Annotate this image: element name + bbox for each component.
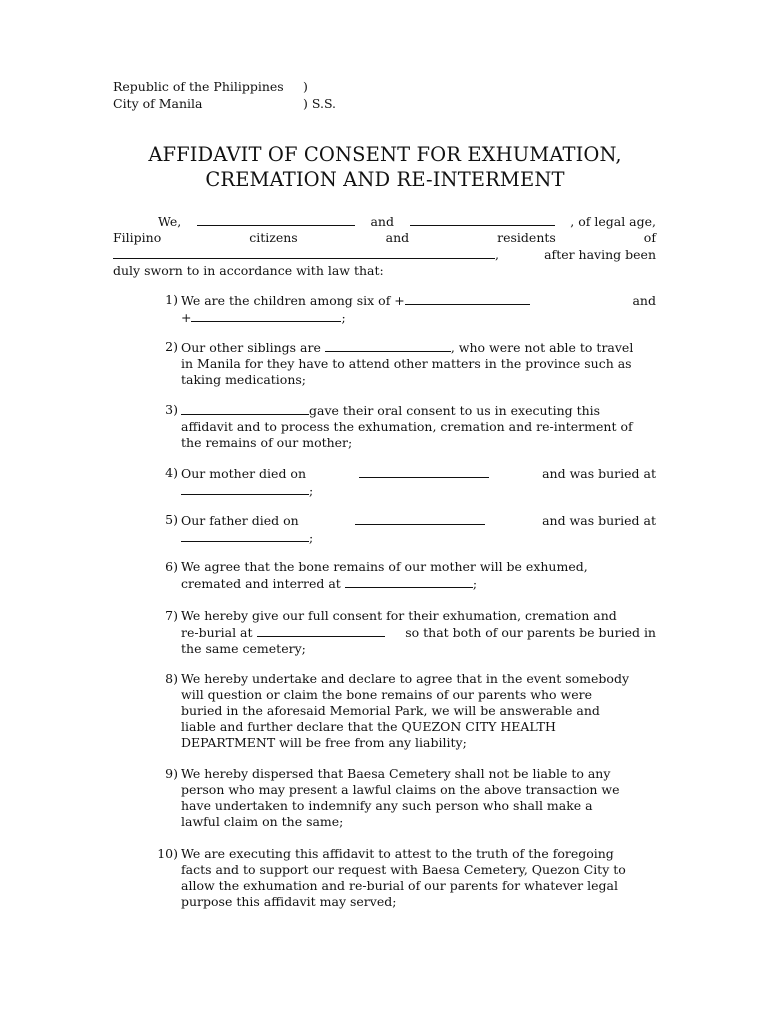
father-burial-place-blank[interactable] [181,529,309,542]
item-text: and was buried at [542,466,656,481]
item-line [181,465,656,482]
mother-death-date-blank[interactable] [359,465,489,478]
city-label: City of Manila [113,96,203,111]
item-text: liable and further declare that the QUEZON CITY HEALTH [181,719,556,734]
intro-line-4 [113,263,656,279]
declaration-item-8 [150,671,656,751]
declaration-item-1 [150,292,656,326]
item-line [181,529,656,546]
item-text: the remains of our mother; [181,435,353,450]
item-text: We hereby undertake and declare to agree that in the event somebody [181,671,630,686]
parent-2-name-blank[interactable] [191,309,341,322]
item-text: have undertaken to indemnify any such person who shall make a [181,798,593,813]
item-text: cremated and interred at [181,576,341,591]
intro-word: of [643,230,656,245]
intro-comma: , [495,247,499,262]
item-line [181,339,656,356]
item-text: We agree that the bone remains of our mother will be exhumed, [181,559,588,574]
item-text: will question or claim the bone remains of our parents who were [181,687,593,702]
item-text: allow the exhumation and re-burial of our parents for whatever legal [181,878,618,893]
venue-paren: ) [303,79,308,94]
consenting-siblings-blank[interactable] [181,402,309,415]
item-text: in Manila for they have to attend other matters in the province such as [181,356,632,371]
document-title [100,142,670,192]
declaration-item-6 [150,559,656,592]
item-number: 2) [165,339,178,354]
item-line [181,624,656,641]
intro-and: and [370,214,394,229]
venue-line-country [113,78,336,95]
item-text: facts and to support our request with Baesa Cemetery, Quezon City to [181,862,626,877]
mother-burial-place-blank[interactable] [181,482,309,495]
item-line [181,402,656,419]
intro-line-2 [113,230,656,246]
item-text: We are the children among six of + [181,293,405,308]
intro-line-1 [113,213,656,230]
declaration-item-4 [150,465,656,499]
affiant-2-name-blank[interactable] [410,213,555,226]
item-number: 5) [165,512,178,527]
item-text: buried in the aforesaid Memorial Park, we will be answerable and [181,703,600,718]
interment-place-blank[interactable] [345,575,473,588]
item-text: ; [309,530,314,545]
item-text: We are executing this affidavit to attest to the truth of the foregoing [181,846,614,861]
item-number: 6) [165,559,178,574]
venue-ss: ) S.S. [303,96,337,111]
intro-paragraph [113,213,656,279]
item-text: and was buried at [542,513,656,528]
intro-sworn-phrase: after having been [544,247,656,262]
declaration-item-2 [150,339,656,388]
declaration-item-7 [150,608,656,657]
parents-name-blank[interactable] [405,292,530,305]
item-text: and [632,293,656,308]
intro-word: residents [497,230,556,245]
declaration-item-3 [150,402,656,451]
item-text: Our father died on [181,513,299,528]
item-text: We hereby give our full consent for their exhumation, cremation and [181,608,617,623]
item-line [181,482,656,499]
item-text: affidavit and to process the exhumation, cremation and re-interment of [181,419,633,434]
intro-line-3 [113,246,656,263]
item-text: lawful claim on the same; [181,814,344,829]
declaration-item-10 [150,846,656,910]
item-line [181,292,656,309]
item-number: 7) [165,608,178,623]
item-number: 1) [165,292,178,307]
item-text: Our other siblings are [181,340,321,355]
item-text: the same cemetery; [181,641,306,656]
venue-header [113,78,336,112]
item-text: + [181,310,192,325]
father-death-date-blank[interactable] [355,512,485,525]
declaration-item-9 [150,766,656,830]
venue-line-city [113,95,336,112]
item-number: 8) [165,671,178,686]
item-text: , who were not able to travel [450,340,634,355]
item-number: 9) [165,766,178,781]
item-line [181,309,656,326]
title-line-2: CREMATION AND RE-INTERMENT [205,168,565,191]
intro-word: Filipino [113,230,162,245]
intro-word: citizens [249,230,298,245]
item-text: re-burial at [181,625,253,640]
intro-sworn-text: duly sworn to in accordance with law that: [113,263,384,278]
item-text: purpose this affidavit may served; [181,894,397,909]
item-text: person who may present a lawful claims on the above transaction we [181,782,620,797]
item-number: 10) [157,846,178,861]
intro-legal-age: , of legal age, [570,214,656,229]
item-text: taking medications; [181,372,306,387]
item-line [181,575,656,592]
item-text: ; [341,310,346,325]
item-text: DEPARTMENT will be free from any liability; [181,735,467,750]
reburial-place-blank[interactable] [257,624,385,637]
siblings-name-blank[interactable] [325,339,451,352]
item-text: ; [472,576,478,591]
item-line [181,512,656,529]
declaration-item-5 [150,512,656,546]
affiant-1-name-blank[interactable] [197,213,355,226]
intro-word: and [385,230,410,245]
item-text: We hereby dispersed that Baesa Cemetery shall not be liable to any [181,766,611,781]
item-text: so that both of our parents be buried in [405,625,656,640]
title-line-1: AFFIDAVIT OF CONSENT FOR EXHUMATION, [148,143,622,166]
item-number: 3) [165,402,178,417]
country-label: Republic of the Philippines [113,79,284,94]
intro-we: We, [158,214,182,229]
item-text: gave their oral consent to us in executing this [309,403,601,418]
residence-blank[interactable] [113,246,495,259]
item-number: 4) [165,465,178,480]
item-text: Our mother died on [181,466,306,481]
item-text: ; [309,483,314,498]
